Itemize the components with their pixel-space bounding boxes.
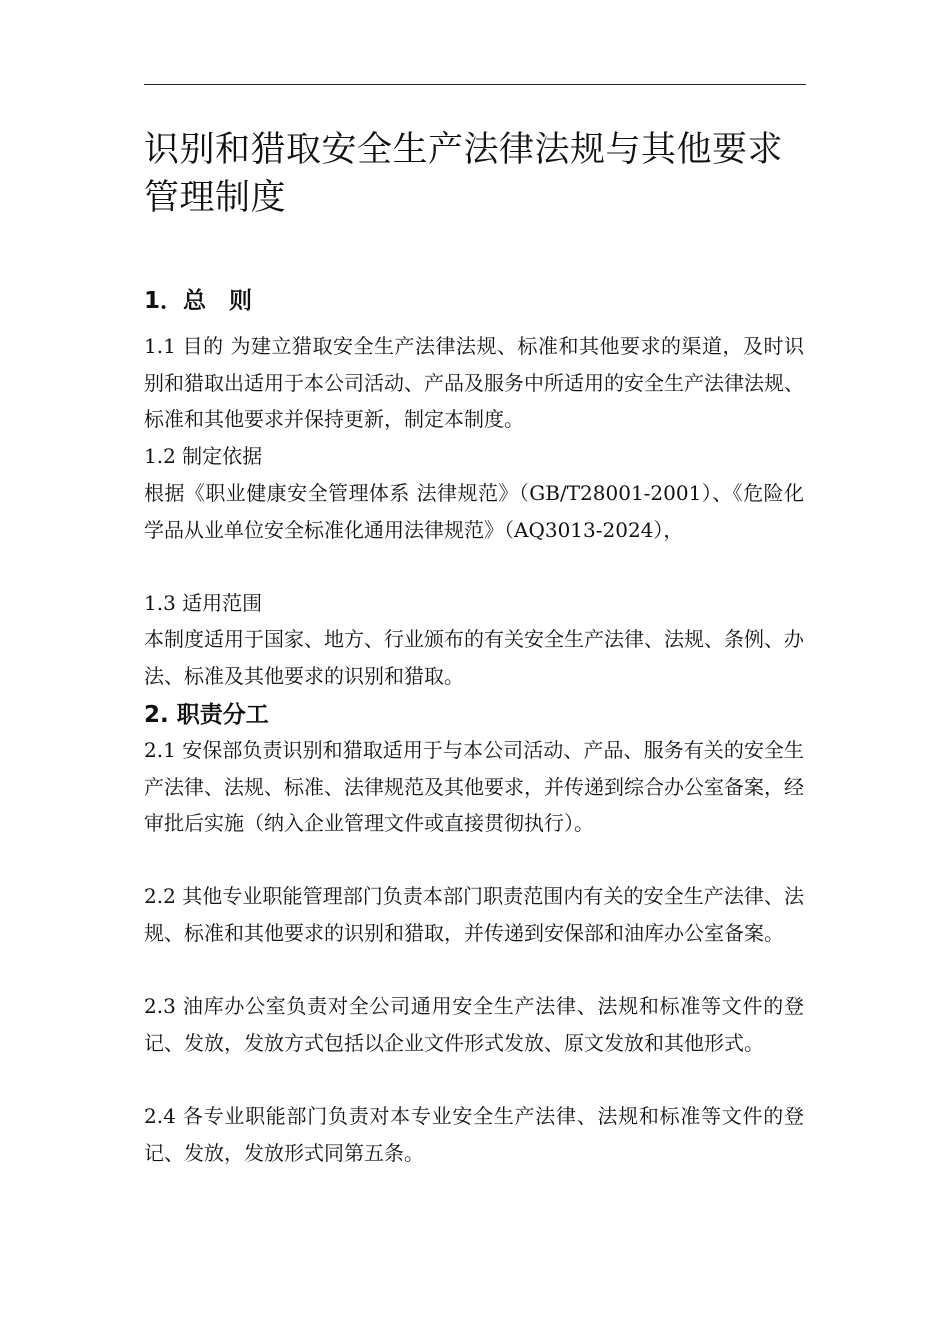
paragraph-2-1: 2.1 安保部负责识别和猎取适用于与本公司活动、产品、服务有关的安全生产法律、法规、标准、法律规范及其他要求，并传递到综合办公室备案，经审批后实施（纳入企业管理文件或直接贯彻执行）。 bbox=[144, 738, 804, 835]
paragraph-1-2-heading: 1.2 制定依据 bbox=[144, 444, 263, 468]
section-heading-general: 1．总 则 bbox=[144, 288, 253, 314]
paragraph-2-2: 2.2 其他专业职能管理部门负责本部门职责范围内有关的安全生产法律、法规、标准和其他要求的识别和猎取，并传递到安保部和油库办公室备案。 bbox=[144, 884, 804, 945]
document-title: 识别和猎取安全生产法律法规与其他要求管理制度 bbox=[144, 130, 784, 218]
paragraph-1-3-heading: 1.3 适用范围 bbox=[144, 591, 263, 615]
paragraph-1-2-basis: 根据《职业健康安全管理体系 法律规范》（GB/T28001-2001）、《危险化学品从业单位安全标准化通用法律规范》（AQ3013-2024）， bbox=[144, 481, 804, 542]
paragraph-1-1-purpose: 1.1 目的 为建立猎取安全生产法律法规、标准和其他要求的渠道，及时识别和猎取出适用于本公司活动、产品及服务中所适用的安全生产法律法规、标准和其他要求并保持更新，制定本制度。 bbox=[144, 334, 804, 431]
paragraph-1-3-scope: 本制度适用于国家、地方、行业颁布的有关安全生产法律、法规、条例、办法、标准及其他要求的识别和猎取。 bbox=[144, 627, 804, 688]
section-heading-responsibilities: 2. 职责分工 bbox=[144, 702, 269, 728]
header-rule bbox=[144, 84, 806, 85]
paragraph-2-3: 2.3 油库办公室负责对全公司通用安全生产法律、法规和标准等文件的登记、发放，发放方式包括以企业文件形式发放、原文发放和其他形式。 bbox=[144, 994, 804, 1055]
paragraph-2-4: 2.4 各专业职能部门负责对本专业安全生产法律、法规和标准等文件的登记、发放，发放形式同第五条。 bbox=[144, 1104, 804, 1165]
